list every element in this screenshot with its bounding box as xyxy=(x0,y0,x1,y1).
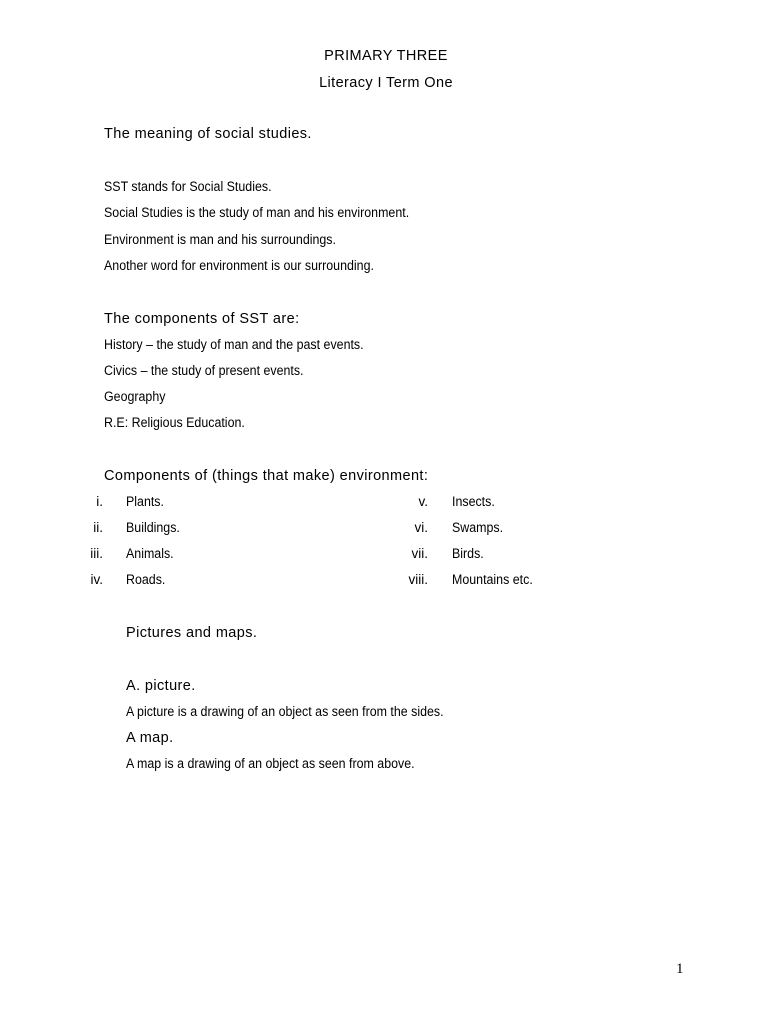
list-item: Mountains etc. xyxy=(452,572,533,587)
meaning-line: Social Studies is the study of man and his environment. xyxy=(104,205,410,220)
document-subtitle: Literacy I Term One xyxy=(319,75,453,91)
meaning-line: SST stands for Social Studies. xyxy=(104,179,272,194)
list-item: Swamps. xyxy=(452,520,504,535)
list-number: ii. xyxy=(93,520,103,535)
environment-heading: Components of (things that make) environment: xyxy=(104,468,429,484)
picture-subheading: A. picture. xyxy=(126,678,196,694)
components-heading: The components of SST are: xyxy=(104,311,300,327)
list-number: iv. xyxy=(90,572,103,587)
list-item: Roads. xyxy=(126,572,166,587)
list-item: Plants. xyxy=(126,494,164,509)
page-number: 1 xyxy=(676,961,684,977)
meaning-heading: The meaning of social studies. xyxy=(104,126,312,142)
component-line: History – the study of man and the past events. xyxy=(104,337,364,352)
list-number: vi. xyxy=(414,520,428,535)
list-number: viii. xyxy=(408,572,428,587)
meaning-line: Environment is man and his surroundings. xyxy=(104,232,336,247)
list-number: vii. xyxy=(411,546,428,561)
list-item: Animals. xyxy=(126,546,174,561)
picture-definition: A picture is a drawing of an object as seen from the sides. xyxy=(126,704,444,719)
map-definition: A map is a drawing of an object as seen from above. xyxy=(126,756,415,771)
component-line: R.E: Religious Education. xyxy=(104,415,245,430)
meaning-line: Another word for environment is our surrounding. xyxy=(104,258,374,273)
component-line: Civics – the study of present events. xyxy=(104,363,304,378)
list-number: iii. xyxy=(90,546,103,561)
pictures-maps-heading: Pictures and maps. xyxy=(126,625,258,641)
list-item: Buildings. xyxy=(126,520,180,535)
map-subheading: A map. xyxy=(126,730,174,746)
list-item: Insects. xyxy=(452,494,495,509)
document-title: PRIMARY THREE xyxy=(324,48,448,64)
list-number: i. xyxy=(96,494,103,509)
list-number: v. xyxy=(418,494,428,509)
list-item: Birds. xyxy=(452,546,484,561)
component-line: Geography xyxy=(104,389,166,404)
